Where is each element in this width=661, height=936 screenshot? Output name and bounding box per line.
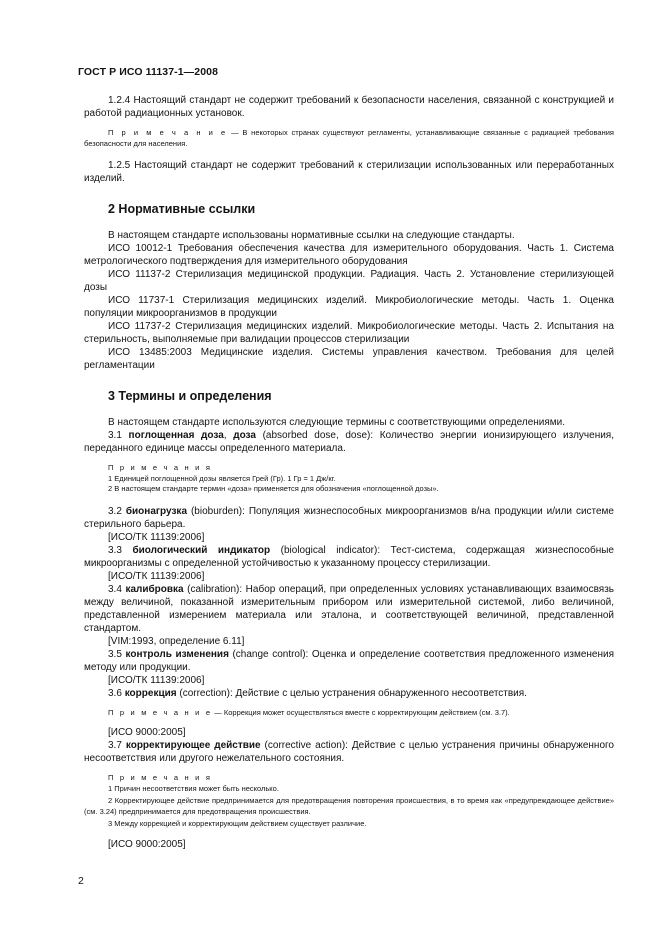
section-3-intro: В настоящем стандарте используются следующие термины с соответствующими определениями. [108,417,566,428]
note-1-2-4 [84,128,614,149]
term-number: 3.7 [108,740,126,751]
term-definition: (correction): Действие с целью устранения обнаруженного несоответствия. [176,687,527,699]
note-3-6 [84,708,614,719]
term-reference: [ИСО/ТК 11139:2006] [108,674,205,686]
term-name: корректирующее действие [125,740,261,751]
term-reference: [VIM:1993, определение 6.11] [108,635,245,647]
note-text: — В некоторых странах существуют регламенты, устанавливающие связанные с радиацией требования безопасности для населения. [84,128,614,148]
page-header-title: ГОСТ Р ИСО 11137-1—2008 [78,66,219,78]
term-name: коррекция [124,687,177,699]
term-3-7 [84,739,614,765]
page-content [84,94,614,851]
term-name: контроль изменения [125,648,229,660]
term-name: калибровка [125,583,184,595]
normative-ref: ИСО 11737-1 Стерилизация медицинских изделий. Микробиологические методы. Часть 1. Оценка популяции микроорганизмов в продукции [84,295,614,319]
term-reference: [ИСО/ТК 11139:2006] [108,531,205,543]
term-3-4 [84,583,614,635]
term-3-5 [84,648,614,674]
term-name: бионагрузка [125,505,188,517]
notes-label: П р и м е ч а н и я [108,773,213,782]
term-number: 3.3 [108,544,133,556]
note-label: П р и м е ч а н и е [108,128,228,137]
page-number: 2 [78,875,84,887]
note-item: 2 Корректирующее действие предпринимается для предотвращения повторения происшествия, в то время как «предупреждающее действие» (см. 3.24) предпринимается для предотвращения происшествия. [84,796,614,816]
term-definition: (biological indicator): Тест-система, содержащая жизнеспособные микроорганизмы с определенной устойчивостью к указанному процессу стерилизации. [84,544,614,569]
term-number: 3.2 [108,505,126,517]
term-number: 3.1 [108,430,129,441]
note-item: 1 Причин несоответствия может быть несколько. [108,783,279,793]
term-definition: (absorbed dose, dose): Количество энергии ионизирующего излучения, переданного единице массы определенного материала. [84,430,615,454]
clause-1-2-5: 1.2.5 Настоящий стандарт не содержит требований к стерилизации использованных или переработанных изделий. [84,160,614,184]
notes-label: П р и м е ч а н и я [108,463,213,472]
term-number: 3.5 [108,648,126,660]
term-definition: (change control): Оценка и определение соответствия предложенного изменения методу или продукции. [84,648,614,673]
section-2-intro: В настоящем стандарте использованы нормативные ссылки на следующие стандарты. [108,230,515,241]
term-definition: (corrective action): Действие с целью устранения причины обнаруженного несоответствия или другого нежелательного состояния. [84,740,614,764]
section-2-heading: 2 Нормативные ссылки [108,202,256,216]
term-reference: [ИСО/ТК 11139:2006] [108,570,205,582]
section-3-heading: 3 Термины и определения [108,389,272,403]
normative-ref: ИСО 11137-2 Стерилизация медицинской продукции. Радиация. Часть 2. Установление стерилизующей дозы [84,269,614,293]
note-item: 2 В настоящем стандарте термин «доза» применяется для обозначения «поглощенной дозы». [108,484,439,493]
term-reference: [ИСО 9000:2005] [108,838,186,850]
term-3-6 [84,687,614,700]
term-name: биологический индикатор [132,544,271,556]
term-3-1 [84,429,614,455]
normative-ref: ИСО 10012-1 Требования обеспечения качества для измерительного оборудования. Часть 1. Система метрологического подтверждения для измерительного оборудования [84,243,614,267]
term-name-alt: доза [233,430,256,441]
term-3-3 [84,544,614,570]
normative-ref: ИСО 11737-2 Стерилизация медицинских изделий. Микробиологические методы. Часть 2. Испытания на стерильность, выполняемые при валидации процессов стерилизации [84,321,614,345]
term-number: 3.4 [108,583,126,595]
normative-ref: ИСО 13485:2003 Медицинские изделия. Системы управления качеством. Требования для целей регламентации [84,347,614,371]
note-label: П р и м е ч а н и е [108,707,213,717]
term-number: 3.6 [108,687,125,699]
term-3-2 [84,505,614,531]
term-definition: (calibration): Набор операций, при определенных условиях устанавливающих взаимосвязь между величиной, показанной измерительным прибором или измерительной системой, либо величиной, представленной измерением материала или эталона, и соответствующей величиной, представленной стандартом. [84,583,614,634]
note-text: — Коррекция может осуществляться вместе с корректирующим действием (см. 3.7). [212,707,510,717]
term-reference: [ИСО 9000:2005] [108,727,186,738]
term-separator: , [223,430,234,441]
note-item: 1 Единицей поглощенной дозы является Грей (Гр). 1 Гр = 1 Дж/кг. [108,473,336,483]
note-item: 3 Между коррекцией и корректирующим действием существует различие. [108,819,367,828]
term-definition: (bioburden): Популяция жизнеспособных микроорганизмов в/на продукции и/или системе стерильного барьера. [84,505,614,530]
term-name: поглощенная доза [128,430,224,441]
clause-1-2-4: 1.2.4 Настоящий стандарт не содержит требований к безопасности населения, связанной с конструкцией и работой радиационных установок. [84,95,614,119]
